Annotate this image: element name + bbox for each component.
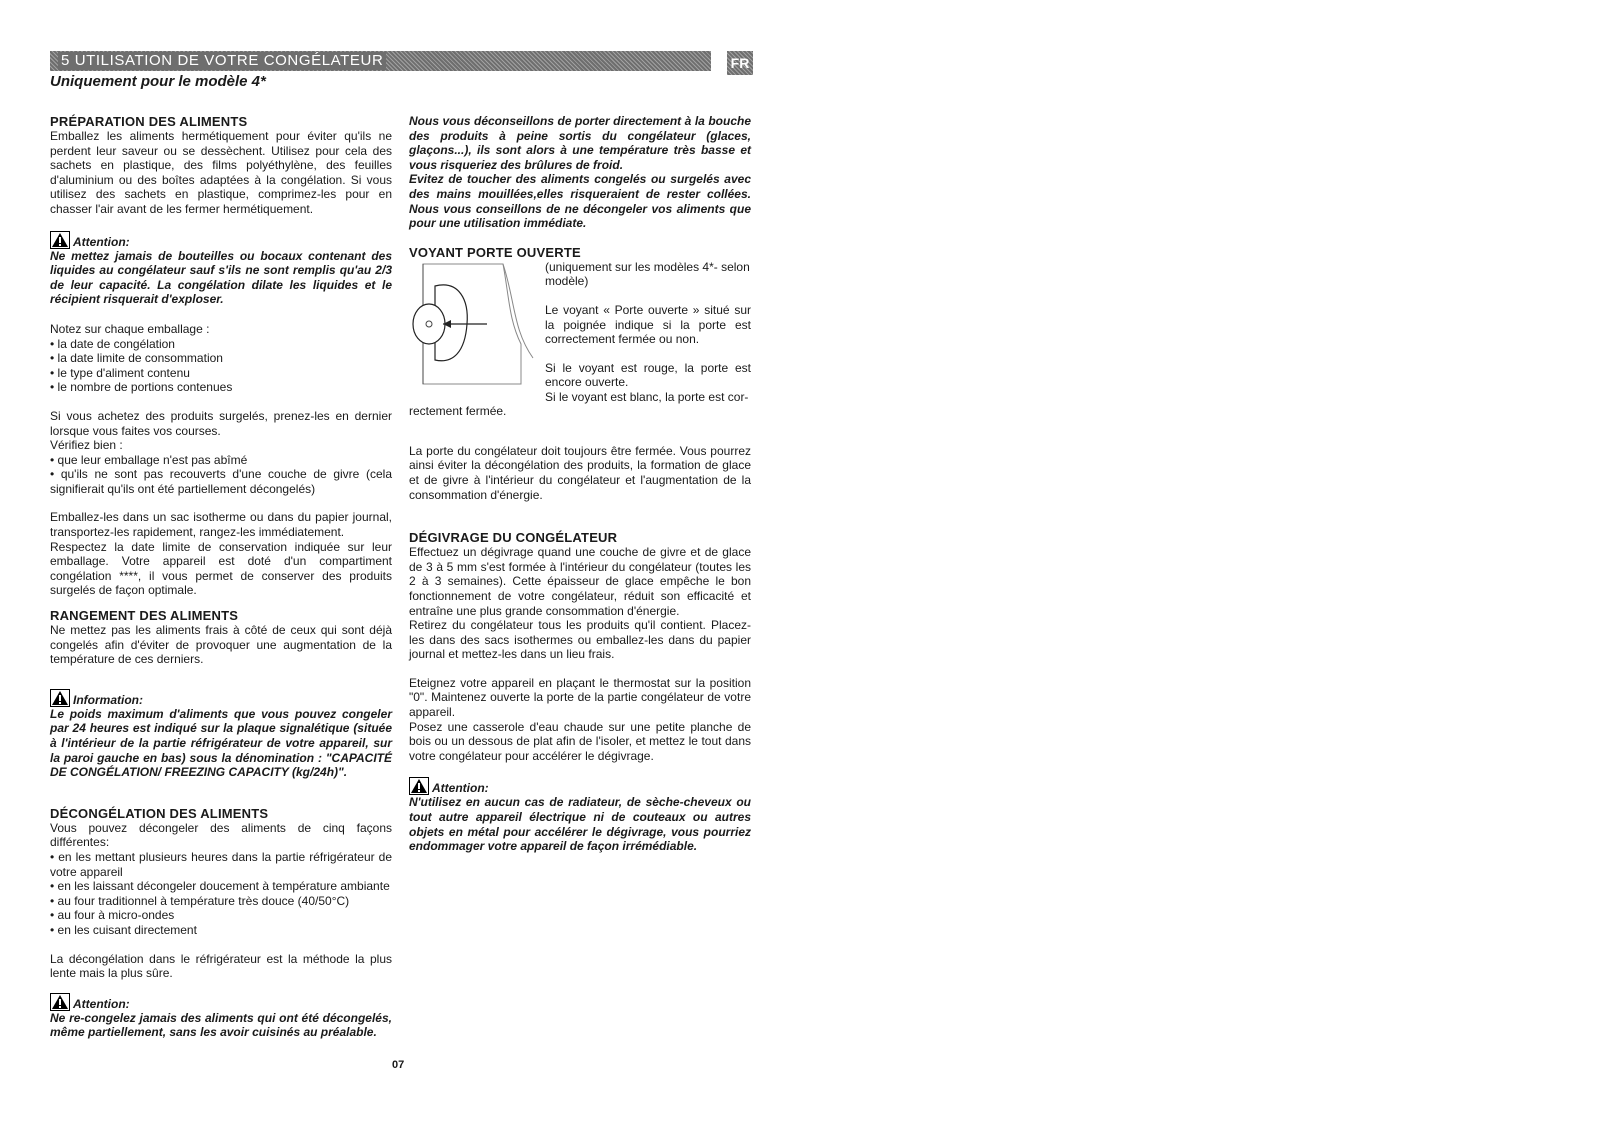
- attention-label-text: Attention:: [73, 234, 130, 249]
- attention-text-2: Ne re-congelez jamais des aliments qui ont été décongelés, même partiellement, sans les avoir cuisinés au préalable.: [50, 1010, 392, 1040]
- notes-item: • la date limite de consommation: [50, 351, 223, 366]
- heading-rangement: RANGEMENT DES ALIMENTS: [50, 608, 239, 624]
- information-label-text: Information:: [73, 692, 143, 707]
- door-indicator-illustration: [409, 260, 537, 388]
- warning-icon: [409, 777, 429, 795]
- attention-label-2: [50, 993, 392, 1011]
- notes-item: • la date de congélation: [50, 336, 175, 351]
- degivrage-switch-off: Eteignez votre appareil en plaçant le thermostat sur la position "0". Maintenez ouverte la porte de la partie congélateur de votre appareil.: [409, 675, 751, 720]
- heading-decongelation: DÉCONGÉLATION DES ALIMENTS: [50, 805, 269, 821]
- page-number: 07: [392, 1059, 405, 1071]
- degivrage-remove: Retirez du congélateur tous les produits qu'il contient. Placez-les dans des sacs isothermes ou emballez-les dans du papier journal et mettez-les dans un lieu frais.: [409, 618, 751, 662]
- purchase-check: Vérifiez bien :: [50, 438, 123, 453]
- warning-icon: [50, 993, 70, 1011]
- voyant-block: [409, 260, 751, 418]
- notes-item: • le type d'aliment contenu: [50, 365, 190, 380]
- section-title: 5 UTILISATION DE VOTRE CONGÉLATEUR: [58, 52, 386, 70]
- conservation-text: Respectez la date limite de conservation indiquée sur leur emballage. Votre appareil est doté d'un compartiment congélation ****, il vous permet de conserver des produits surgelés de façon optimale.: [50, 539, 392, 598]
- attention-label-text: Attention:: [432, 781, 489, 796]
- heading-voyant: VOYANT PORTE OUVERTE: [409, 244, 581, 260]
- voyant-red: Si le voyant est rouge, la porte est encore ouverte.: [545, 360, 751, 390]
- left-column: [50, 114, 392, 1040]
- decongelation-item: • en les cuisant directement: [50, 922, 197, 937]
- voyant-text-block: [545, 260, 751, 405]
- rangement-body: Ne mettez pas les aliments frais à côté de ceux qui sont déjà congelés afin d'éviter de provoquer une augmentation de la température de ces derniers.: [50, 623, 392, 667]
- decongelation-item: • en les mettant plusieurs heures dans la partie réfrigérateur de votre appareil: [50, 849, 392, 879]
- purchase-text: Si vous achetez des produits surgelés, prenez-les en dernier lorsque vous faites vos courses.: [50, 408, 392, 438]
- information-label: [50, 689, 392, 707]
- heading-degivrage: DÉGIVRAGE DU CONGÉLATEUR: [409, 530, 618, 546]
- warning-icon: [50, 231, 70, 249]
- attention-label-3: [409, 777, 751, 795]
- right-column: [409, 114, 751, 854]
- decongelation-item: • au four traditionnel à température très douce (40/50°C): [50, 893, 350, 908]
- purchase-bullet: • qu'ils ne sont pas recouverts d'une couche de givre (cela signifierait qu'ils ont été partiellement décongelés): [50, 467, 392, 496]
- decongelation-conclusion: La décongélation dans le réfrigérateur est la méthode la plus lente mais la plus sûre.: [50, 951, 392, 981]
- voyant-white-part1: Si le voyant est blanc, la porte est cor-: [545, 389, 749, 404]
- attention-text-1: Ne mettez jamais de bouteilles ou bocaux contenant des liquides au congélateur sauf s'ils ne sont remplis qu'au 2/3 de leur capacité. La congélation dilate les liquides et le récipient risquerait d'exploser.: [50, 248, 392, 307]
- preparation-body: Emballez les aliments hermétiquement pour éviter qu'ils ne perdent leur saveur ou se dessèchent. Utilisez pour cela des sachets en plastique, des films polyéthylène, des feuilles d'aluminium ou des boîtes adaptées à la congélation. Si vous utilisez des sachets en plastique, comprimez-les pour en chasser l'air avant de les fermer hermétiquement.: [50, 129, 392, 216]
- section-header-bar: [50, 51, 711, 71]
- cold-burn-warning: Nous vous déconseillons de porter directement à la bouche des produits à peine sortis du congélateur (glaces, glaçons...), ils sont alors à une température très basse et vous risqueriez des brûlures de froid.: [409, 114, 751, 172]
- degivrage-hot-water: Posez une casserole d'eau chaude sur une petite planche de bois ou un dessous de plat afin de l'isoler, et mettez le tout dans votre congélateur pour accélérer le dégivrage.: [409, 719, 751, 763]
- voyant-description: Le voyant « Porte ouverte » situé sur la poignée indique si la porte est correctement fermée ou non.: [545, 302, 751, 347]
- degivrage-when: Effectuez un dégivrage quand une couche de givre et de glace de 3 à 5 mm s'est formée à l'intérieur du congélateur (toutes les 2 à 3 semaines). Cette épaisseur de glace empêche le bon fonctionnement de votre congélateur, réduit son efficacité et entraîne une plus grande consommation d'énergie.: [409, 545, 751, 618]
- heading-preparation: PRÉPARATION DES ALIMENTS: [50, 114, 248, 129]
- attention-label-text: Attention:: [73, 996, 130, 1011]
- language-badge: FR: [727, 51, 753, 75]
- decongelation-item: • en les laissant décongeler doucement à température ambiante: [50, 879, 390, 894]
- notes-item: • le nombre de portions contenues: [50, 380, 233, 395]
- attention-text-3: N'utilisez en aucun cas de radiateur, de sèche-cheveux ou tout autre appareil électrique ni de couteaux ou autres objets en métal pour accélérer le dégivrage, vous pourriez endommager votre appareil de façon irrémédiable.: [409, 795, 751, 854]
- voyant-models: (uniquement sur les modèles 4*- selon modèle): [545, 259, 750, 289]
- purchase-bullet: • que leur emballage n'est pas abîmé: [50, 452, 248, 467]
- warning-icon: [50, 689, 70, 707]
- door-closed-text: La porte du congélateur doit toujours être fermée. Vous pourrez ainsi éviter la décongélation des produits, la formation de glace et de givre à l'intérieur du congélateur et l'augmentation de la consommation d'énergie.: [409, 443, 751, 502]
- attention-label-1: [50, 231, 392, 249]
- information-text: Le poids maximum d'aliments que vous pouvez congeler par 24 heures est indiqué sur la plaque signalétique (située à l'intérieur de la partie réfrigérateur de votre appareil, sur la paroi gauche en bas) sous la dénomination : "CAPACITÉ DE CONGÉLATION/ FREEZING CAPACITY (kg/24h)".: [50, 706, 392, 780]
- page-subtitle: Uniquement pour le modèle 4*: [50, 73, 266, 90]
- notes-intro: Notez sur chaque emballage :: [50, 321, 210, 336]
- decongelation-item: • au four à micro-ondes: [50, 908, 175, 923]
- transport-text: Emballez-les dans un sac isotherme ou dans du papier journal, transportez-les rapidement, rangez-les immédiatement.: [50, 510, 392, 540]
- decongelation-intro: Vous pouvez décongeler des aliments de cinq façons différentes:: [50, 820, 392, 850]
- voyant-white-part2: rectement fermée.: [409, 403, 507, 418]
- wet-hands-warning: Evitez de toucher des aliments congelés ou surgelés avec des mains mouillées,elles risqueraient de rester collées. Nous vous conseillons de ne décongeler vos aliments que pour une utilisation immédiate.: [409, 172, 751, 231]
